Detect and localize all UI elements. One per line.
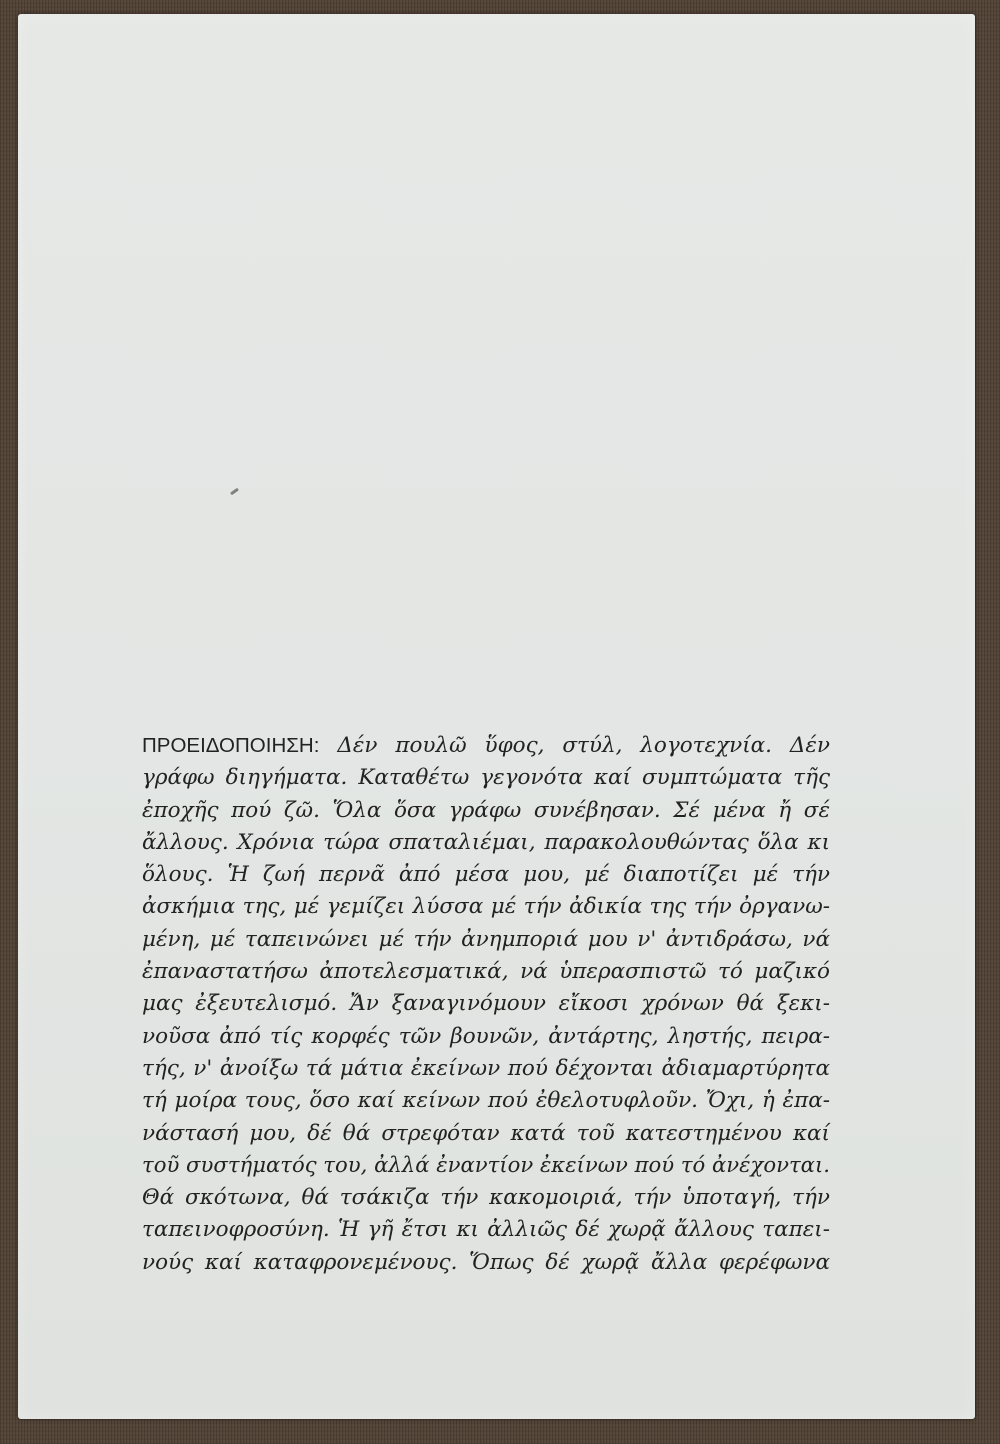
text-line-3: ἐποχῆς πού ζῶ. Ὅλα ὅσα γράφω συνέβησαν. Σέ μένα ἤ σέ: [142, 797, 830, 823]
text-line-11: τής, ν' ἀνοίξω τά μάτια ἐκείνων πού δέχονται ἀδιαμαρτύρητα: [142, 1055, 830, 1081]
text-line-16: ταπεινοφροσύνη. Ἡ γῆ ἔτσι κι ἀλλιῶς δέ χωρᾷ ἄλλους ταπει-: [142, 1217, 830, 1243]
text-line-13: νάστασή μου, δέ θά στρεφόταν κατά τοῦ κατεστημένου καί: [142, 1120, 830, 1146]
text-line-4: ἄλλους. Χρόνια τώρα σπαταλιέμαι, παρακολουθώντας ὅλα κι: [142, 829, 830, 855]
text-line-7: μένη, μέ ταπεινώνει μέ τήν ἀνημποριά μου ν' ἀντιδράσω, νά: [142, 926, 830, 952]
warning-paragraph: [142, 730, 830, 1279]
text-line-1: ΠΡΟΕΙΔΟΠΟΙΗΣΗ: Δέν πουλῶ ὕφος, στύλ, λογοτεχνία. Δέν: [142, 733, 830, 758]
text-line-17: νούς καί καταφρονεμένους. Ὅπως δέ χωρᾷ ἄλλα φερέφωνα: [142, 1249, 830, 1275]
text-line-15: Θά σκότωνα, θά τσάκιζα τήν κακομοιριά, τήν ὑποταγή, τήν: [142, 1185, 830, 1211]
text-line-12: τή μοίρα τους, ὅσο καί κείνων πού ἐθελοτυφλοῦν. Ὄχι, ἡ ἐπα-: [142, 1088, 830, 1114]
text-line-14: τοῦ συστήματός του, ἀλλά ἐναντίον ἐκείνων πού τό ἀνέχονται.: [142, 1152, 830, 1178]
text-line-9: μας ἐξευτελισμό. Ἄν ξαναγινόμουν εἴκοσι χρόνων θά ξεκι-: [142, 991, 830, 1017]
text-line-8: ἐπαναστατήσω ἀποτελεσματικά, νά ὑπερασπιστῶ τό μαζικό: [142, 959, 830, 985]
warning-heading: ΠΡΟΕΙΔΟΠΟΙΗΣΗ:: [142, 734, 320, 757]
text-line-6: ἀσκήμια της, μέ γεμίζει λύσσα μέ τήν ἀδικία της τήν ὀργανω-: [142, 894, 830, 920]
text-line-5: ὅλους. Ἡ ζωή περνᾶ ἀπό μέσα μου, μέ διαποτίζει μέ τήν: [142, 862, 830, 888]
paper-speck: [230, 488, 239, 496]
text-line-2: γράφω διηγήματα. Καταθέτω γεγονότα καί συμπτώματα τῆς: [142, 765, 830, 791]
text-line-10: νοῦσα ἀπό τίς κορφές τῶν βουνῶν, ἀντάρτης, ληστής, πειρα-: [142, 1023, 830, 1049]
